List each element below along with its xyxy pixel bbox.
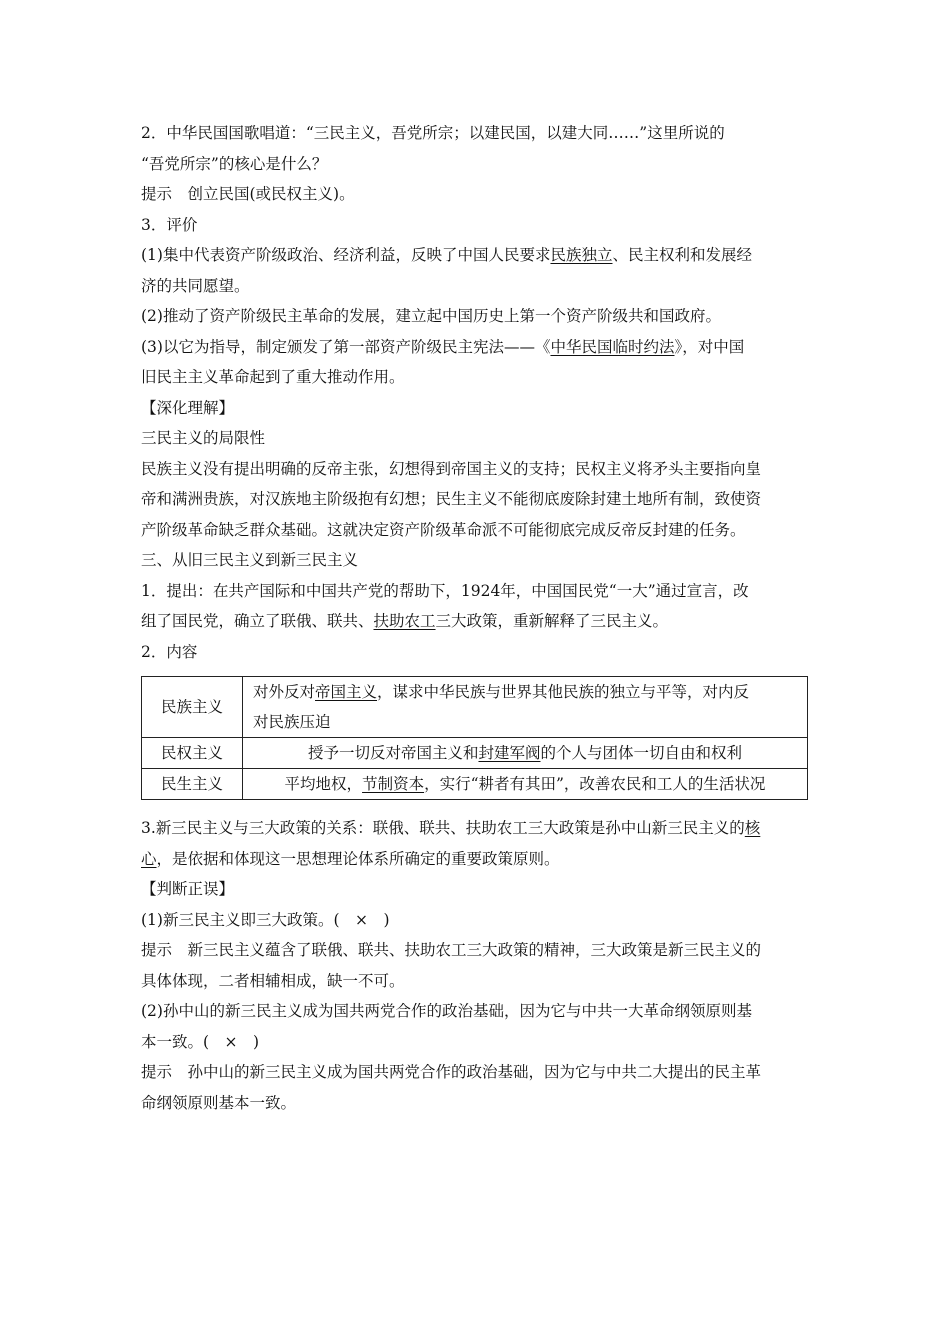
section-3-content-label: 2．内容 <box>141 642 198 661</box>
judge-question-1: (1)新三民主义即三大政策。( × ) <box>141 910 390 929</box>
relationship-paragraph: 3.新三民主义与三大政策的关系：联俄、联共、扶助农工三大政策是孙中山新三民主义的核 心，是依据和体现这一思想理论体系所确定的重要政策原则。 <box>141 819 761 868</box>
judge-hint-2: 提示 孙中山的新三民主义成为国共两党合作的政治基础，因为它与中共二大提出的民主革 命纲领原则基本一致。 <box>141 1063 762 1112</box>
judge-question-2: (2)孙中山的新三民主义成为国共两党合作的政治基础，因为它与中共一大革命纲领原则基 本一致。( × ) <box>141 1002 752 1051</box>
row-label: 民权主义 <box>142 738 243 769</box>
row-description: 对外反对帝国主义，谋求中华民族与世界其他民族的独立与平等，对内反 对民族压迫 <box>243 677 808 738</box>
document-page <box>141 118 809 1118</box>
table-row <box>142 738 808 769</box>
evaluation-item-3: (3)以它为指导，制定颁发了第一部资产阶级民主宪法——《中华民国临时约法》，对中国 旧民主主义革命起到了重大推动作用。 <box>141 337 745 386</box>
underlined-term: 封建军阀 <box>478 744 541 762</box>
limitations-body: 民族主义没有提出明确的反帝主张，幻想得到帝国主义的支持；民权主义将矛头主要指向皇 帝和满洲贵族，对汉族地主阶级抱有幻想；民生主义不能彻底废除封建土地所有制，致使资 产阶级革命缺乏群众基础。这就决定资产阶级革命派不可能彻底完成反帝反封建的任务。 <box>141 459 762 539</box>
underlined-term: 帝国主义 <box>315 683 378 701</box>
question-2-hint: 提示 创立民国(或民权主义)。 <box>141 185 355 203</box>
judge-hint-1: 提示 新三民主义蕴含了联俄、联共、扶助农工三大政策的精神，三大政策是新三民主义的 具体体现，二者相辅相成，缺一不可。 <box>141 941 762 990</box>
evaluation-item-1: (1)集中代表资产阶级政治、经济利益，反映了中国人民要求民族独立、民主权利和发展经 济的共同愿望。 <box>141 246 752 295</box>
limitations-title: 三民主义的局限性 <box>141 429 266 447</box>
underlined-term: 核 <box>744 819 761 837</box>
table-row <box>142 677 808 738</box>
evaluation-item-2: (2)推动了资产阶级民主革命的发展，建立起中国历史上第一个资产阶级共和国政府。 <box>141 307 721 325</box>
section-3-proposal: 1．提出：在共产国际和中国共产党的帮助下，1924年，中国国民党“一大”通过宣言，改 组了国民党，确立了联俄、联共、扶助农工三大政策，重新解释了三民主义。 <box>141 581 749 630</box>
deepen-heading: 【深化理解】 <box>141 398 235 417</box>
underlined-term: 民族独立 <box>550 246 613 264</box>
row-label: 民生主义 <box>142 769 243 800</box>
underlined-term: 中华民国临时约法 <box>550 337 675 356</box>
section-3-heading: 三、从旧三民主义到新三民主义 <box>141 551 359 569</box>
judge-heading: 【判断正误】 <box>141 880 235 898</box>
three-principles-table <box>141 676 808 800</box>
underlined-term: 扶助农工 <box>373 612 436 630</box>
row-description: 授予一切反对帝国主义和封建军阀的个人与团体一切自由和权利 <box>243 738 808 769</box>
question-2: 2．中华民国国歌唱道：“三民主义，吾党所宗；以建民国，以建大同……”这里所说的 “吾党所宗”的核心是什么？ <box>141 124 725 173</box>
row-label: 民族主义 <box>142 677 243 738</box>
evaluation-heading: 3．评价 <box>141 215 198 234</box>
underlined-term: 心 <box>141 849 157 868</box>
row-description: 平均地权，节制资本，实行“耕者有其田”，改善农民和工人的生活状况 <box>243 769 808 800</box>
table-row <box>142 769 808 800</box>
underlined-term: 节制资本 <box>362 775 425 793</box>
